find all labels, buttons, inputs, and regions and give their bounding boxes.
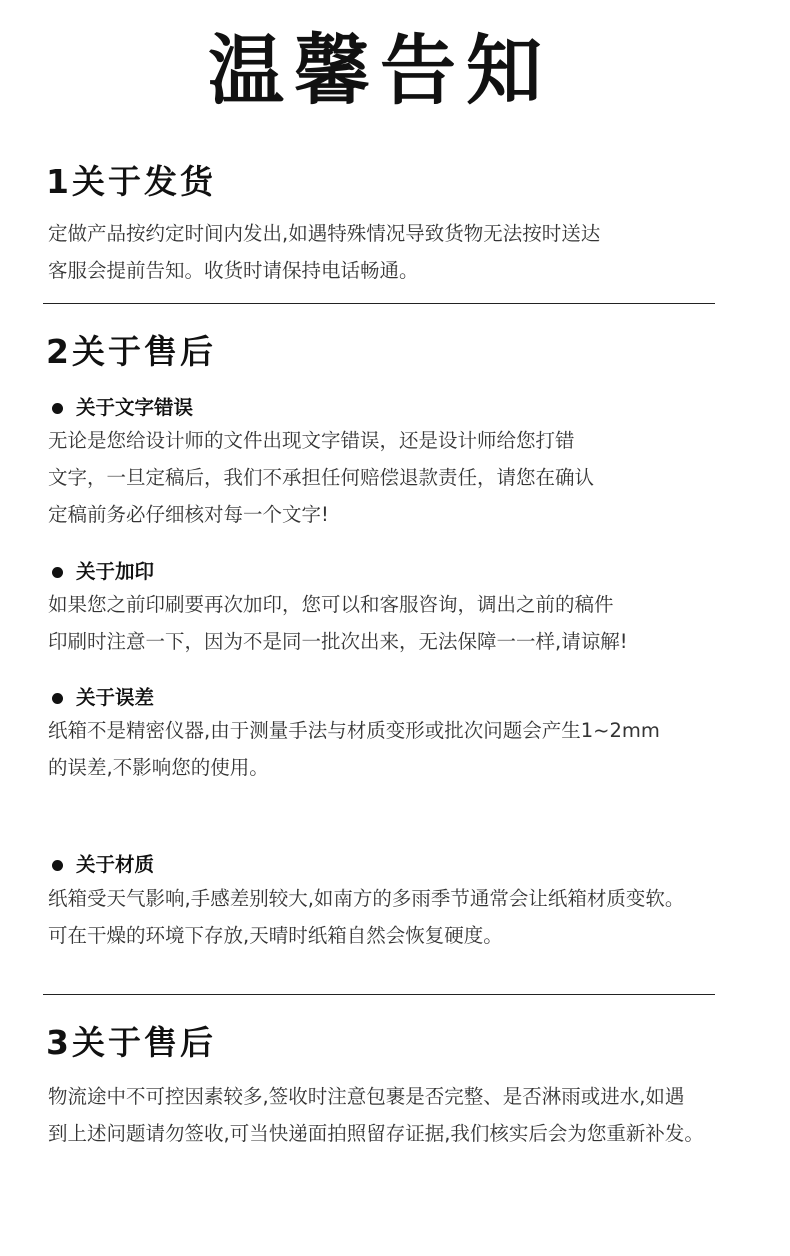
paragraph-line: 印刷时注意一下，因为不是同一批次出来，无法保障一一样,请谅解! (48, 630, 628, 653)
paragraph-line: 纸箱受天气影响,手感差别较大,如南方的多雨季节通常会让纸箱材质变软。 (48, 887, 685, 910)
material-paragraph (48, 880, 684, 954)
paragraph-line: 无论是您给设计师的文件出现文字错误，还是设计师给您打错 (48, 429, 575, 452)
subheading-label: 关于文字错误 (76, 396, 194, 419)
section-divider (43, 994, 715, 995)
subheading-text-errors (52, 393, 193, 423)
subheading-label: 关于加印 (76, 560, 155, 583)
paragraph-line: 到上述问题请勿签收,可当快递面拍照留存证据,我们核实后会为您重新补发。 (48, 1122, 704, 1145)
bullet-dot-icon (52, 693, 63, 704)
text-errors-paragraph (48, 422, 594, 533)
paragraph-line: 文字，一旦定稿后，我们不承担任何赔偿退款责任，请您在确认 (48, 466, 595, 489)
shipping-paragraph (48, 215, 600, 289)
reprint-paragraph (48, 586, 628, 660)
section-heading-after-sales-2: 3关于售后 (46, 1023, 216, 1062)
subheading-tolerance (52, 683, 154, 713)
paragraph-line: 可在干燥的环境下存放,天晴时纸箱自然会恢复硬度。 (48, 924, 503, 947)
subheading-label: 关于误差 (76, 686, 155, 709)
page-title: 温馨告知 (208, 26, 552, 115)
tolerance-paragraph (48, 712, 660, 786)
delivery-paragraph (48, 1078, 704, 1152)
subheading-label: 关于材质 (76, 853, 155, 876)
paragraph-line: 定稿前务必仔细核对每一个文字! (48, 503, 329, 526)
subheading-reprint (52, 557, 154, 587)
section-heading-after-sales: 2关于售后 (46, 332, 216, 371)
section-heading-shipping: 1关于发货 (46, 162, 216, 201)
section-divider (43, 303, 715, 304)
subheading-material (52, 850, 154, 880)
paragraph-line: 的误差,不影响您的使用。 (48, 756, 269, 779)
bullet-dot-icon (52, 403, 63, 414)
bullet-dot-icon (52, 567, 63, 578)
paragraph-line: 定做产品按约定时间内发出,如遇特殊情况导致货物无法按时送达 (48, 222, 601, 245)
paragraph-line: 纸箱不是精密仪器,由于测量手法与材质变形或批次问题会产生1~2mm (48, 719, 660, 742)
paragraph-line: 物流途中不可控因素较多,签收时注意包裹是否完整、是否淋雨或进水,如遇 (48, 1085, 685, 1108)
bullet-dot-icon (52, 860, 63, 871)
paragraph-line: 如果您之前印刷要再次加印，您可以和客服咨询，调出之前的稿件 (48, 593, 614, 616)
paragraph-line: 客服会提前告知。收货时请保持电话畅通。 (48, 259, 419, 282)
